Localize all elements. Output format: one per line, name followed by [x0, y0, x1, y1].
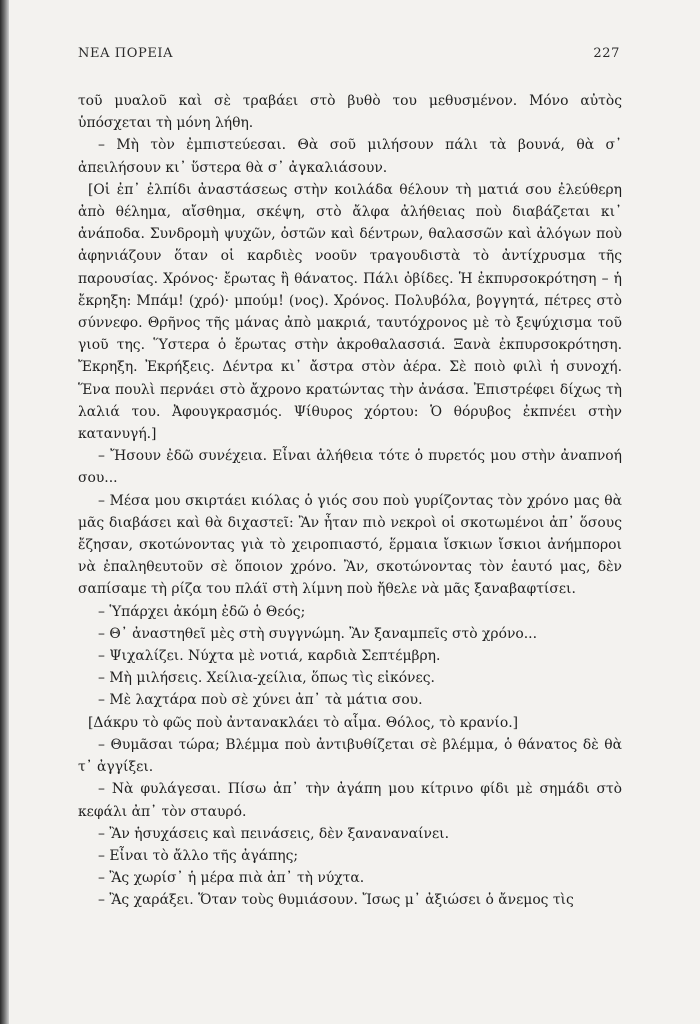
dialogue-line: – Θ᾿ ἀναστηθεῖ μὲς στὴ συγγνώμη. Ἂν ξαναμπεῖς στὸ χρόνο... — [98, 625, 538, 642]
paragraph: τοῦ μυαλοῦ καὶ σὲ τραβάει στὸ βυθὸ του μεθυσμένον. Μόνο αὐτὸς ὑπόσχεται τὴ μόνη λήθη. — [78, 93, 622, 132]
dialogue-line: – Εἶναι τὸ ἄλλο τῆς ἀγάπης; — [98, 847, 299, 864]
page-body — [78, 90, 622, 912]
bracketed-passage: [Οἱ ἐπ᾿ ἐλπίδι ἀναστάσεως στὴν κοιλάδα θέλουν τὴ ματιά σου ἐλεύθερη ἀπὸ θέλημα, αἴσθημα, σκέψη, στὸ ἄλφα ἀλήθειας ποὺ διαβάζεται κι᾿ ἀνάποδα. Συνδρομὴ ψυχῶν, ὀστῶν καὶ δέντρων, θαλασσῶν καὶ ἀλόγων ποὺ ἀφηνιάζουν ὅταν οἱ καρδιὲς νοοῦν τραγουδιστὰ τὸ ἀντίχρυσμα τῆς παρουσίας. Χρόνος· ἔρωτας ἢ θάνατος. Πάλι ὀβίδες. Ἡ ἐκπυρσοκρότηση – ἡ ἔκρηξη: Μπάμ! (χρό)· μπούμ! (νος). Χρόνος. Πολυβόλα, βογγητά, πέτρες στὸ σύννεφο. Θρῆνος τῆς μάνας ἀπὸ μακριά, ταυτόχρονος μὲ τὸ ξεψύχισμα τοῦ γιοῦ της. Ὕστερα ὁ ἔρωτας στὴν ἀκροθαλασσιά. Ξανὰ ἐκπυρσοκρότηση. Ἔκρηξη. Ἐκρήξεις. Δέντρα κι᾿ ἄστρα στὸν ἀέρα. Σὲ ποιὸ φιλὶ ἡ συνοχή. Ἕνα πουλὶ περνάει στὸ ἄχρονο κρατώντας τὴν ἀνάσα. Ἐπιστρέφει δίχως τὴ λαλιά του. Ἀφουγκρασμός. Ψίθυρος χόρτου: Ὁ θόρυβος ἐκπνέει στὴν κατανυγή.] — [78, 181, 622, 443]
dialogue-line: – Ψιχαλίζει. Νύχτα μὲ νοτιά, καρδιὰ Σεπτέμβρη. — [98, 648, 441, 665]
page-number: 227 — [593, 46, 620, 61]
dialogue-line: – Ἤσουν ἐδῶ συνέχεια. Εἶναι ἀλήθεια τότε ὁ πυρετός μου στὴν ἀναπνοή σου... — [78, 448, 622, 487]
dialogue-line: – Ἂν ἡσυχάσεις καὶ πεινάσεις, δὲν ξαναναναίνει. — [98, 825, 450, 842]
dialogue-line: – Ἂς χαράξει. Ὅταν τοὺς θυμιάσουν. Ἴσως μ᾿ ἀξιώσει ὁ ἄνεμος τὶς — [98, 892, 574, 909]
dialogue-line: – Μὴ μιλήσεις. Χείλια-χείλια, ὅπως τὶς εἰκόνες. — [98, 670, 435, 687]
book-gutter-shadow — [0, 0, 9, 1024]
dialogue-line: – Νὰ φυλάγεσαι. Πίσω ἀπ᾿ τὴν ἀγάπη μου κίτρινο φίδι μὲ σημάδι στὸ κεφάλι ἀπ᾿ τὸν σταυρό. — [78, 781, 622, 820]
dialogue-line: – Μὴ τὸν ἐμπιστεύεσαι. Θὰ σοῦ μιλήσουν πάλι τὰ βουνά, θὰ σ᾿ ἀπειλήσουν κι᾿ ὕστερα θὰ σ᾿ ἀγκαλιάσουν. — [78, 137, 622, 176]
dialogue-line: – Μὲ λαχτάρα ποὺ σὲ χύνει ἀπ᾿ τὰ μάτια σου. — [98, 692, 423, 709]
dialogue-line: – Ἂς χωρίσ᾿ ἡ μέρα πιὰ ἀπ᾿ τὴ νύχτα. — [98, 870, 365, 887]
page-header — [78, 46, 620, 61]
dialogue-line: – Θυμᾶσαι τώρα; Βλέμμα ποὺ ἀντιβυθίζεται σὲ βλέμμα, ὁ θάνατος δὲ θὰ τ᾿ ἀγγίξει. — [78, 736, 622, 776]
running-title: ΝΕΑ ΠΟΡΕΙΑ — [78, 46, 174, 61]
dialogue-line: – Ὑπάρχει ἀκόμη ἐδῶ ὁ Θεός; — [98, 603, 306, 620]
dialogue-line: – Μέσα μου σκιρτάει κιόλας ὁ γιός σου ποὺ γυρίζοντας τὸν χρόνο μας θὰ μᾶς διαβάσει καὶ θὰ διχαστεῖ: Ἂν ἦταν πιὸ νεκροὶ οἱ σκοτωμένοι ἀπ᾿ ὅσους ἔζησαν, σκοτώνοντας γιὰ τὸ χειροπιαστό, ἕρμαια ἴσκιων ἴσκιοι ἀνήμποροι νὰ ἐπαληθευτοῦν σὲ ὅποιον χρόνο. Ἂν, σκοτώνοντας τὸν ἑαυτό μας, δὲν σαπίσαμε τὴ ρίζα του πλάϊ στὴ λίμνη ποὺ ἤθελε νὰ μᾶς ξαναβαφτίσει. — [78, 492, 622, 598]
bracketed-passage: [Δάκρυ τὸ φῶς ποὺ ἀντανακλάει τὸ αἷμα. Θόλος, τὸ κρανίο.] — [88, 714, 519, 731]
